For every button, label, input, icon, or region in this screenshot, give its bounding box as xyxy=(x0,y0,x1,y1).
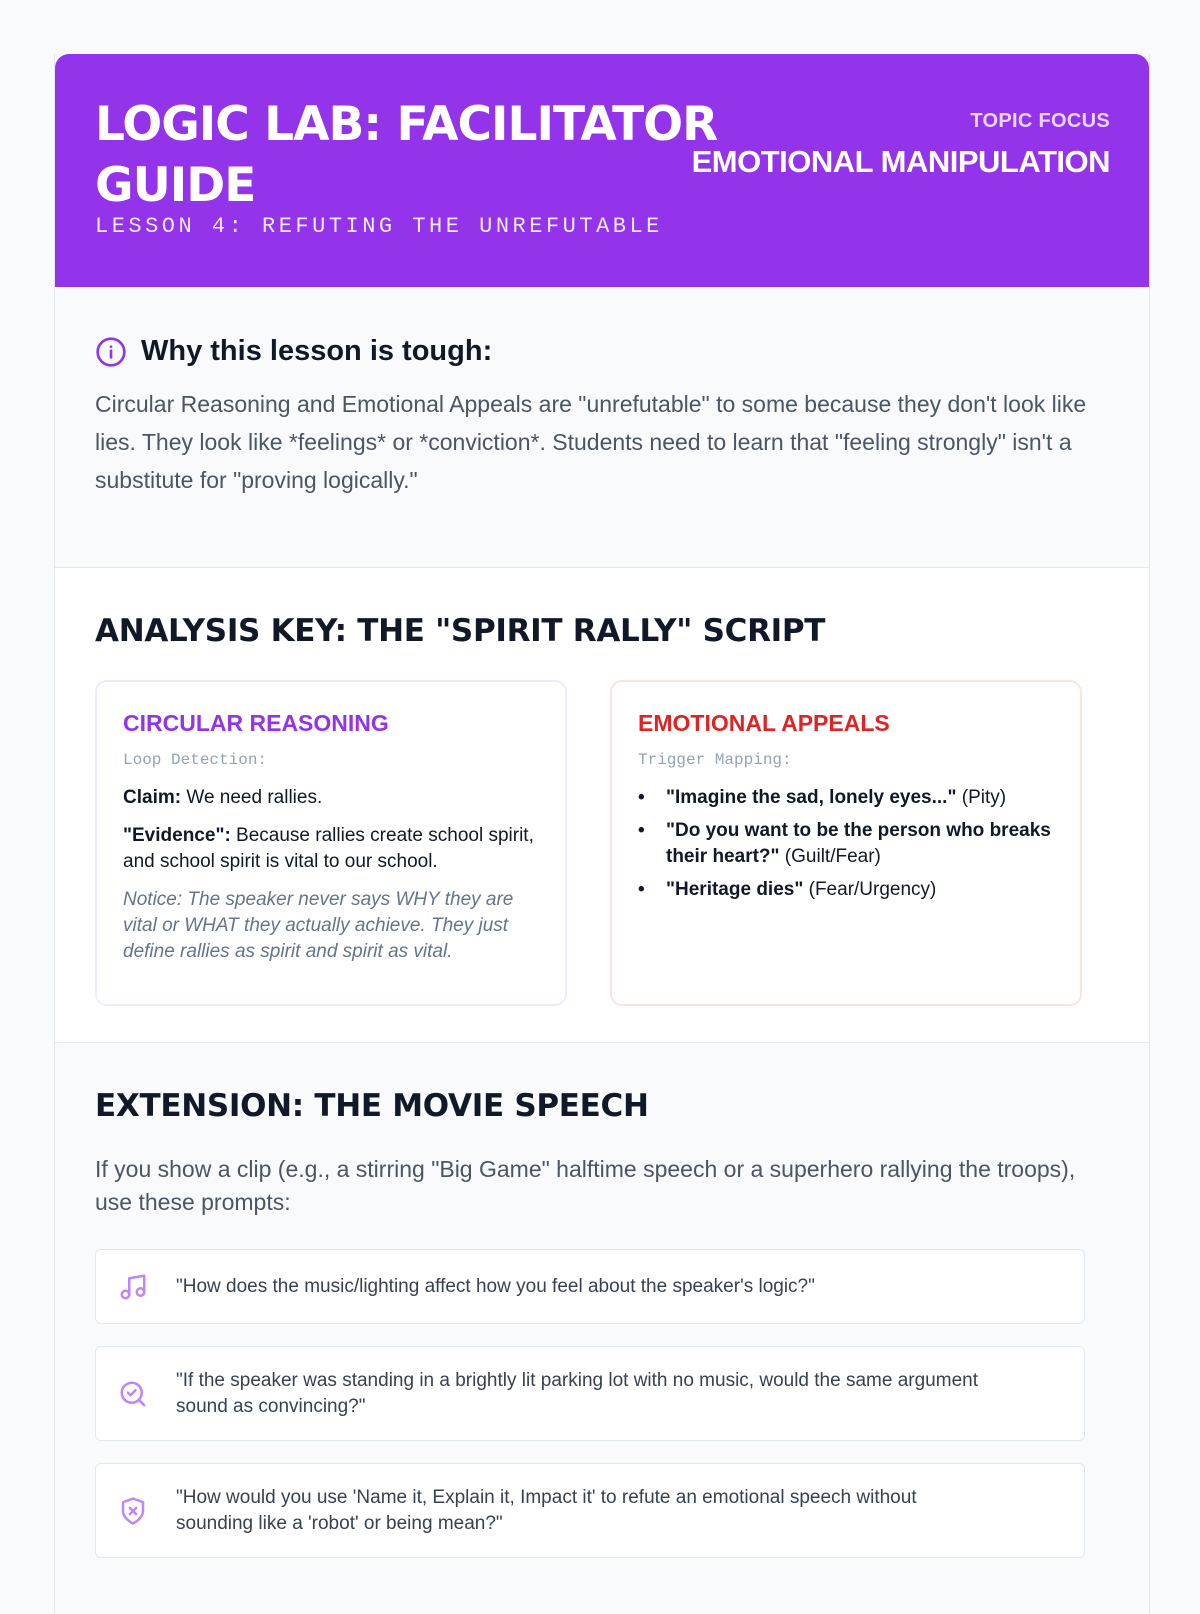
lesson-subtitle: LESSON 4: REFUTING THE UNREFUTABLE xyxy=(95,214,663,239)
search-check-icon xyxy=(118,1379,148,1409)
music-note-icon xyxy=(118,1272,148,1302)
loop-detection-label: Loop Detection: xyxy=(123,751,268,769)
trigger-list xyxy=(638,785,1054,903)
evidence-text: Because rallies create school spirit, and school spirit is vital to our school. xyxy=(123,825,534,872)
prompt-card-parking-lot xyxy=(95,1346,1085,1441)
evidence-line xyxy=(123,823,539,875)
facilitator-guide xyxy=(54,54,1150,1614)
extension-title: EXTENSION: THE MOVIE SPEECH xyxy=(95,1088,649,1124)
claim-text: We need rallies. xyxy=(181,787,323,808)
prompt-text: "How does the music/lighting affect how you feel about the speaker's logic?" xyxy=(176,1275,815,1297)
trigger-tag: (Fear/Urgency) xyxy=(803,879,937,900)
trigger-mapping-label: Trigger Mapping: xyxy=(638,751,792,769)
trigger-quote: "Heritage dies" xyxy=(666,879,804,900)
emotional-appeals-card xyxy=(610,680,1082,1006)
topic-label: TOPIC FOCUS xyxy=(970,110,1110,132)
analysis-title: ANALYSIS KEY: THE "SPIRIT RALLY" SCRIPT xyxy=(95,613,826,649)
why-text: Circular Reasoning and Emotional Appeals are "unrefutable" to some because they don't look like lies. They look like *feelings* or *conviction*. Students need to learn that "feeling strongly" isn't a substitute for "proving logically." xyxy=(95,391,1087,493)
why-heading xyxy=(95,335,492,368)
trigger-quote: "Do you want to be the person who breaks their heart?" xyxy=(666,820,1051,867)
claim-line xyxy=(123,785,539,811)
why-title: Why this lesson is tough: xyxy=(141,335,493,367)
topic-value: EMOTIONAL MANIPULATION xyxy=(691,144,1110,179)
why-section xyxy=(55,287,1149,568)
list-item: • "Imagine the sad, lonely eyes..." (Pity) xyxy=(638,787,1007,808)
shield-x-icon xyxy=(118,1496,148,1526)
claim-label: Claim: xyxy=(123,787,182,808)
prompt-card-music xyxy=(95,1249,1085,1324)
emotional-card-title: EMOTIONAL APPEALS xyxy=(638,710,890,736)
topic-focus xyxy=(692,110,1110,185)
prompt-text: "If the speaker was standing in a brightly lit parking lot with no music, would the same argument sound as convincing?" xyxy=(176,1369,978,1417)
prompt-text: "How would you use 'Name it, Explain it, Impact it' to refute an emotional speech without sounding like a 'robot' or being mean?" xyxy=(176,1486,917,1534)
list-item: • "Heritage dies" (Fear/Urgency) xyxy=(638,879,937,900)
circular-note: Notice: The speaker never says WHY they are vital or WHAT they actually achieve. They just define rallies as spirit and spirit as vital. xyxy=(123,889,514,962)
trigger-tag: (Pity) xyxy=(956,787,1007,808)
info-icon xyxy=(95,336,127,368)
circular-card-title: CIRCULAR REASONING xyxy=(123,710,389,736)
extension-text: If you show a clip (e.g., a stirring "Big Game" halftime speech or a superhero rallying the troops), use these prompts: xyxy=(95,1156,1076,1215)
header-banner xyxy=(55,54,1149,287)
extension-section xyxy=(55,1043,1149,1583)
evidence-label: "Evidence": xyxy=(123,825,231,846)
page-title: LOGIC LAB: FACILITATOR GUIDE xyxy=(95,97,718,213)
circular-reasoning-card xyxy=(95,680,567,1006)
trigger-quote: "Imagine the sad, lonely eyes..." xyxy=(666,787,957,808)
analysis-section xyxy=(55,568,1149,1043)
list-item: • "Do you want to be the person who breaks their heart?" (Guilt/Fear) xyxy=(638,820,1051,867)
trigger-tag: (Guilt/Fear) xyxy=(779,846,881,867)
prompt-card-refute xyxy=(95,1463,1085,1558)
